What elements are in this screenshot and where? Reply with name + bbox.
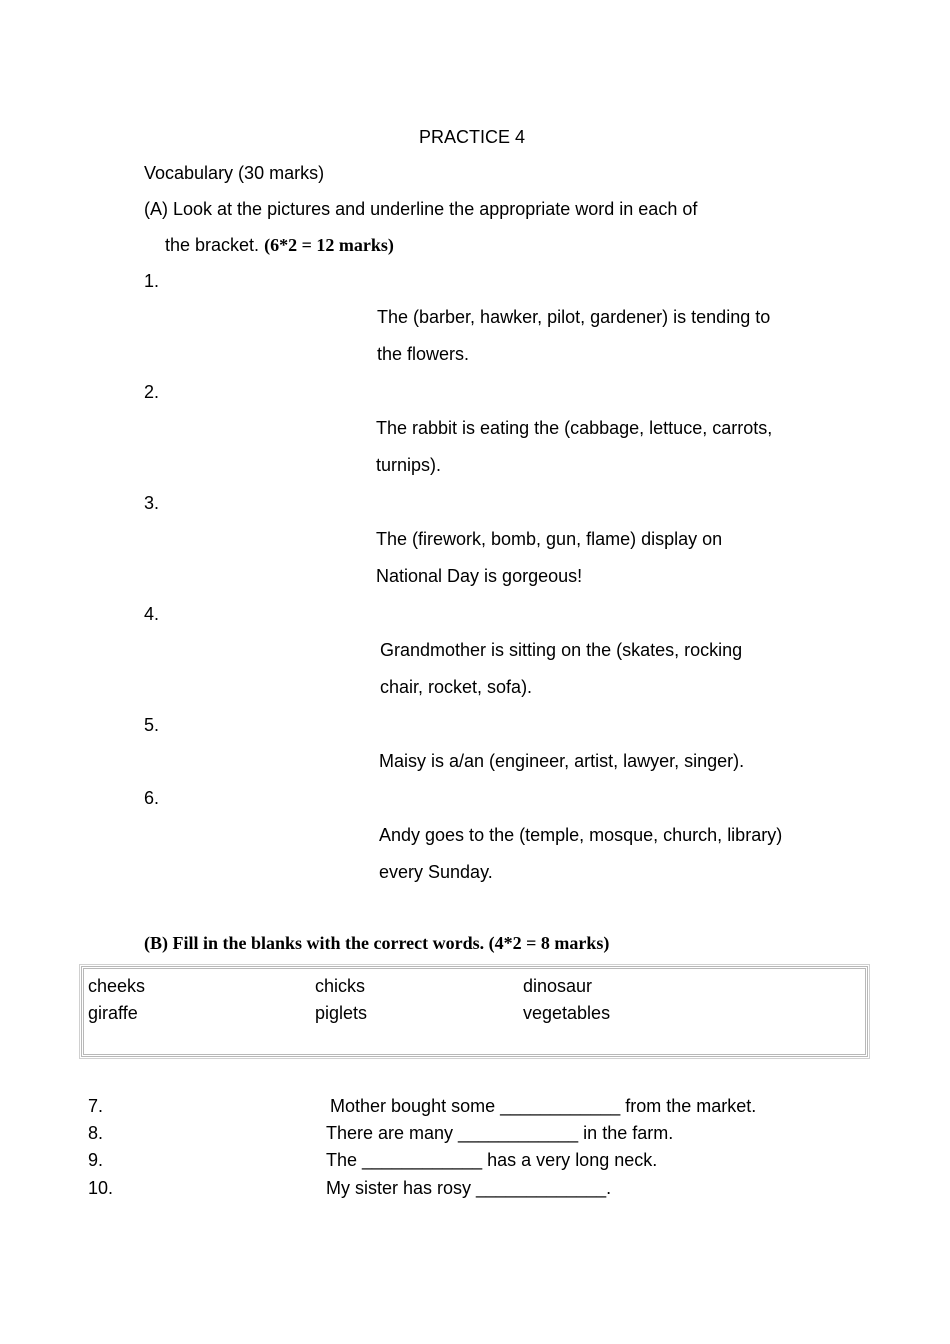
fill-blank-sentence: Mother bought some ____________ from the market. (330, 1096, 757, 1116)
question-text: Grandmother is sitting on the (skates, rocking (380, 640, 743, 660)
question-number: 4. (144, 604, 160, 624)
fill-blank-sentence: The ____________ has a very long neck. (326, 1150, 658, 1170)
question-text: National Day is gorgeous! (376, 566, 583, 586)
question-number: 7. (88, 1096, 104, 1116)
section-heading-vocabulary: Vocabulary (30 marks) (144, 163, 325, 183)
question-number: 2. (144, 382, 160, 402)
question-number: 10. (88, 1178, 114, 1198)
question-number: 5. (144, 715, 160, 735)
question-text: The rabbit is eating the (cabbage, lettuce, carrots, (376, 418, 773, 438)
question-text: The (barber, hawker, pilot, gardener) is tending to (377, 307, 771, 327)
question-number: 3. (144, 493, 160, 513)
word-bank-word: dinosaur (523, 976, 593, 996)
word-bank-word: vegetables (523, 1003, 611, 1023)
part-b-heading: (B) Fill in the blanks with the correct words. (4*2 = 8 marks) (144, 933, 610, 953)
question-text: every Sunday. (379, 862, 493, 882)
question-number: 8. (88, 1123, 104, 1143)
word-bank-word: piglets (315, 1003, 368, 1023)
word-bank-box (81, 966, 868, 1057)
word-bank-word: cheeks (88, 976, 146, 996)
part-a-instruction-line2 (165, 234, 394, 256)
question-text: Andy goes to the (temple, mosque, church, library) (379, 825, 783, 845)
question-number: 9. (88, 1150, 104, 1170)
question-text: Maisy is a/an (engineer, artist, lawyer, singer). (379, 751, 745, 771)
word-bank-word: giraffe (88, 1003, 138, 1023)
part-a-marks: (6*2 = 12 marks) (264, 235, 394, 255)
question-number: 1. (144, 271, 160, 291)
question-text: The (firework, bomb, gun, flame) display on (376, 529, 723, 549)
part-a-instruction-line1: (A) Look at the pictures and underline the appropriate word in each of (144, 199, 698, 219)
part-a-instruction-text: the bracket. (165, 235, 260, 255)
page-title: PRACTICE 4 (419, 127, 526, 147)
word-bank-word: chicks (315, 976, 366, 996)
question-text: the flowers. (377, 344, 470, 364)
fill-blank-sentence: My sister has rosy _____________. (326, 1178, 612, 1198)
question-text: turnips). (376, 455, 442, 475)
fill-blank-sentence: There are many ____________ in the farm. (326, 1123, 674, 1143)
question-number: 6. (144, 788, 160, 808)
question-text: chair, rocket, sofa). (380, 677, 533, 697)
